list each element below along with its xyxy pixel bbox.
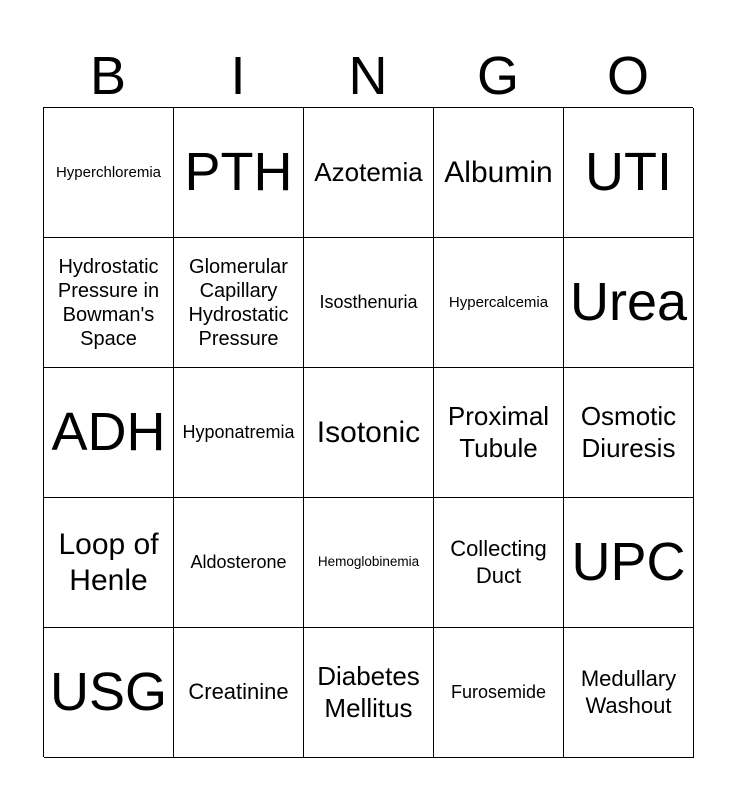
- cell-label: ADH: [51, 402, 166, 463]
- bingo-cell[interactable]: [304, 368, 434, 498]
- bingo-cell[interactable]: [44, 368, 174, 498]
- bingo-cell[interactable]: [174, 108, 304, 238]
- bingo-cell[interactable]: [564, 628, 694, 758]
- bingo-cell[interactable]: [564, 108, 694, 238]
- header-letter-n: N: [348, 46, 388, 106]
- bingo-cell[interactable]: [304, 498, 434, 628]
- bingo-cell[interactable]: [304, 238, 434, 368]
- cell-label: PTH: [184, 142, 293, 203]
- bingo-board: [43, 107, 693, 757]
- bingo-cell[interactable]: [174, 498, 304, 628]
- cell-label: Proximal Tubule: [447, 401, 550, 463]
- cell-label: Hyponatremia: [182, 421, 295, 442]
- cell-label: Glomerular Capillary Hydrostatic Pressure: [188, 255, 289, 350]
- bingo-cell[interactable]: [44, 108, 174, 238]
- cell-label: Hemoglobinemia: [317, 554, 420, 570]
- cell-label: USG: [49, 662, 168, 723]
- header-letter-i: I: [230, 46, 246, 106]
- cell-label: Collecting Duct: [450, 536, 547, 588]
- cell-label: Hypercalcemia: [448, 293, 549, 311]
- cell-label: Urea: [569, 272, 688, 333]
- cell-label: Isosthenuria: [319, 291, 418, 312]
- bingo-header: [43, 44, 693, 108]
- cell-label: Aldosterone: [190, 551, 287, 572]
- bingo-cell[interactable]: [44, 628, 174, 758]
- cell-label: Azotemia: [314, 156, 423, 187]
- bingo-cell[interactable]: [434, 238, 564, 368]
- bingo-cell[interactable]: [44, 498, 174, 628]
- bingo-cell[interactable]: [434, 498, 564, 628]
- cell-label: UTI: [585, 142, 672, 203]
- header-letter-g: G: [476, 46, 519, 106]
- cell-label: Medullary Washout: [580, 666, 677, 718]
- bingo-cell[interactable]: [564, 498, 694, 628]
- bingo-cell[interactable]: [174, 238, 304, 368]
- bingo-cell[interactable]: [564, 238, 694, 368]
- cell-label: Albumin: [444, 155, 553, 189]
- cell-label: UPC: [571, 532, 686, 593]
- cell-label: Hydrostatic Pressure in Bowman's Space: [57, 255, 160, 350]
- header-letter-b: B: [89, 46, 127, 106]
- bingo-cell[interactable]: [434, 368, 564, 498]
- bingo-cell[interactable]: [174, 628, 304, 758]
- cell-label: Isotonic: [316, 415, 421, 449]
- cell-label: Osmotic Diuresis: [580, 401, 677, 463]
- cell-label: Loop of Henle: [58, 527, 159, 597]
- cell-label: Diabetes Mellitus: [317, 661, 420, 723]
- bingo-cell[interactable]: [564, 368, 694, 498]
- bingo-cell[interactable]: [434, 108, 564, 238]
- bingo-cell[interactable]: [304, 628, 434, 758]
- cell-label: Creatinine: [188, 679, 289, 705]
- header-letter-o: O: [606, 46, 649, 106]
- cell-label: Hyperchloremia: [55, 163, 162, 181]
- cell-label: Furosemide: [450, 681, 547, 702]
- bingo-cell[interactable]: [434, 628, 564, 758]
- bingo-cell[interactable]: [304, 108, 434, 238]
- bingo-cell[interactable]: [174, 368, 304, 498]
- bingo-cell[interactable]: [44, 238, 174, 368]
